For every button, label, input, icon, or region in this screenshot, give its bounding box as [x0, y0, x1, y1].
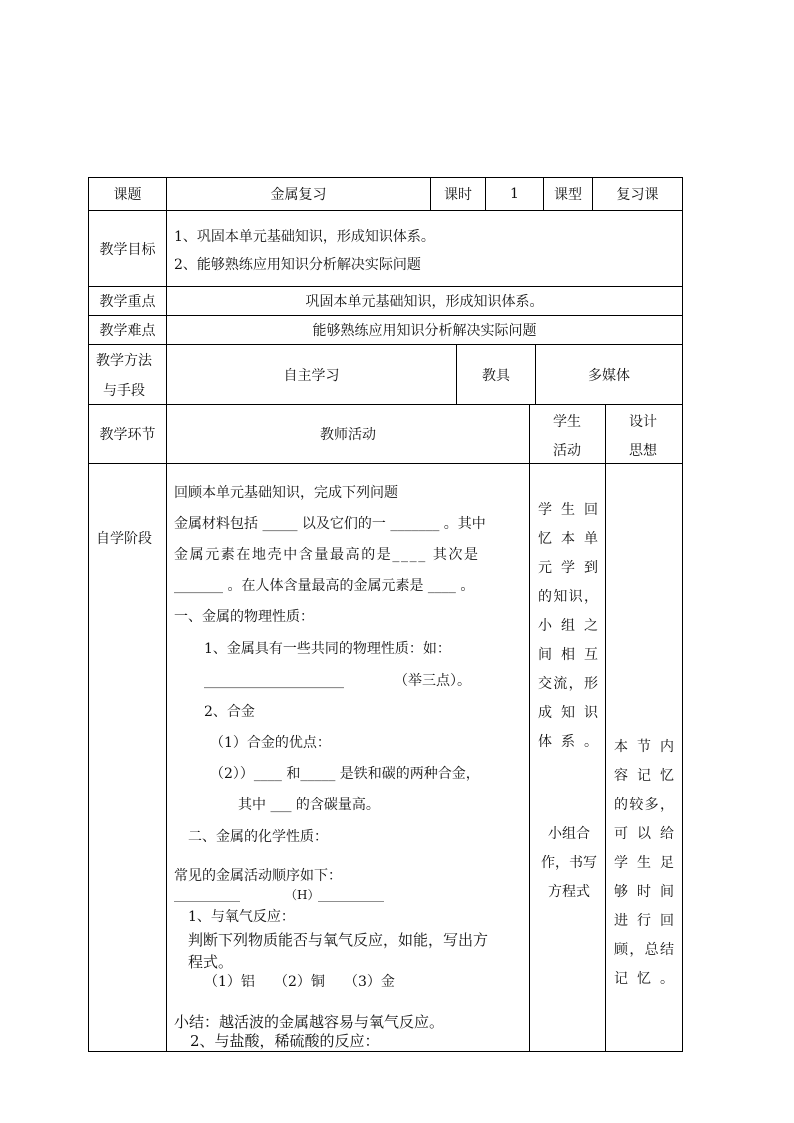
method-value: 自主学习 [283, 367, 340, 384]
student-line: 方程式 [548, 884, 590, 900]
student-group-activity [535, 820, 603, 907]
teacher-line: 1、与氧气反应： [188, 909, 295, 925]
answer-blank: ___________ [318, 888, 384, 902]
design-line: 可以给 [614, 826, 674, 842]
student-line: 学生回 [538, 502, 598, 518]
vline [605, 404, 606, 1052]
method-label-line-2: 与手段 [103, 383, 145, 399]
teacher-summary: 小结：越活波的金属越容易与氧气反应。 [174, 1013, 445, 1031]
student-line: 忆本单 [538, 531, 598, 547]
key-point-label: 教学重点 [99, 294, 156, 310]
type-value: 复习课 [616, 187, 659, 203]
teacher-line: 常见的金属活动顺序如下： [174, 868, 342, 884]
design-column-header-line-2: 思想 [629, 443, 657, 459]
teacher-line: 判断下列物质能否与氧气反应，如能，写出方 [188, 931, 489, 949]
teacher-line: （2）铜 [274, 974, 325, 990]
period-value: 1 [510, 186, 519, 202]
vline [682, 177, 683, 1052]
student-line: 小组合 [548, 826, 590, 842]
teacher-line: 2、合金 [204, 704, 255, 720]
difficulty-label: 教学难点 [99, 323, 156, 339]
teacher-line: （3）金 [344, 974, 395, 990]
design-line: 的较多， [614, 797, 674, 813]
course-label: 课题 [113, 187, 142, 203]
hline [88, 1051, 683, 1052]
student-line: 成知识 [538, 705, 598, 721]
goals-line-2: 2、能够熟练应用知识分析解决实际问题 [174, 257, 421, 273]
student-column-header-line-1: 学生 [553, 414, 581, 430]
student-line: 作，书写 [541, 855, 597, 871]
design-line: 学生足 [614, 855, 674, 871]
teacher-line: 程式。 [188, 953, 234, 971]
design-line: 进行回 [614, 913, 674, 929]
design-line: 本节内 [614, 739, 674, 755]
vline [529, 404, 530, 1052]
design-column-header-line-1: 设计 [629, 414, 657, 430]
hline [88, 463, 683, 464]
teacher-line: （1）合金的优点： [210, 735, 331, 751]
student-line: 元学到 [538, 560, 598, 576]
design-idea [614, 733, 674, 994]
goals-label: 教学目标 [99, 241, 156, 258]
teacher-line: 1、金属具有一些共同的物理性质：如： [204, 641, 451, 657]
method-label-line-1: 教学方法 [96, 353, 152, 369]
answer-blank: ____________________ [204, 673, 344, 689]
teacher-line: 金属元素在地壳中含量最高的是____ 其次是 [174, 547, 480, 563]
difficulty-value: 能够熟练应用知识分析解决实际问题 [312, 323, 537, 339]
design-line: 顾，总结 [614, 942, 674, 958]
design-line: 记忆。 [614, 971, 674, 987]
teacher-line: （1）铝 [204, 974, 255, 990]
student-line: 交流，形 [538, 676, 598, 692]
tools-label: 教具 [482, 367, 510, 384]
tools-value: 多媒体 [588, 367, 630, 384]
teacher-line: 金属材料包括 _____ 以及它们的一 _______ 。其中 [174, 516, 486, 532]
hline [88, 210, 683, 211]
student-line: 体系。 [538, 734, 598, 750]
teacher-line: （举三点）。 [394, 673, 471, 689]
student-line: 的知识， [538, 589, 598, 605]
design-line: 容记忆 [614, 768, 674, 784]
student-activity [538, 496, 598, 757]
key-point-value: 巩固本单元基础知识，形成知识体系。 [305, 294, 544, 310]
answer-blank: ___________ [174, 888, 240, 902]
student-line: 小组之 [538, 618, 598, 634]
student-column-header-line-2: 活动 [553, 443, 581, 459]
teacher-line: 2、与盐酸，稀硫酸的反应： [190, 1032, 380, 1050]
design-line: 够时间 [614, 884, 674, 900]
hydrogen-marker: （H） [285, 888, 320, 902]
student-line: 间相互 [538, 647, 598, 663]
course-value: 金属复习 [270, 187, 327, 203]
type-label: 课型 [554, 187, 582, 203]
section-heading: 一、金属的物理性质： [174, 609, 314, 625]
period-label: 课时 [444, 187, 472, 203]
teacher-line: 回顾本单元基础知识，完成下列问题 [174, 485, 398, 501]
goals-line-1: 1、巩固本单元基础知识，形成知识体系。 [174, 229, 435, 245]
teacher-line: 其中 ___ 的含碳量高。 [238, 797, 380, 813]
stage-name: 自学阶段 [96, 531, 152, 547]
teacher-column-header: 教师活动 [320, 427, 376, 443]
stage-column-header: 教学环节 [99, 427, 156, 443]
teacher-line: （2））____ 和_____ 是铁和碳的两种合金， [210, 766, 480, 782]
teacher-line: _______ 。在人体含量最高的金属元素是 ____ 。 [174, 578, 475, 594]
section-heading: 二、金属的化学性质： [188, 829, 328, 845]
